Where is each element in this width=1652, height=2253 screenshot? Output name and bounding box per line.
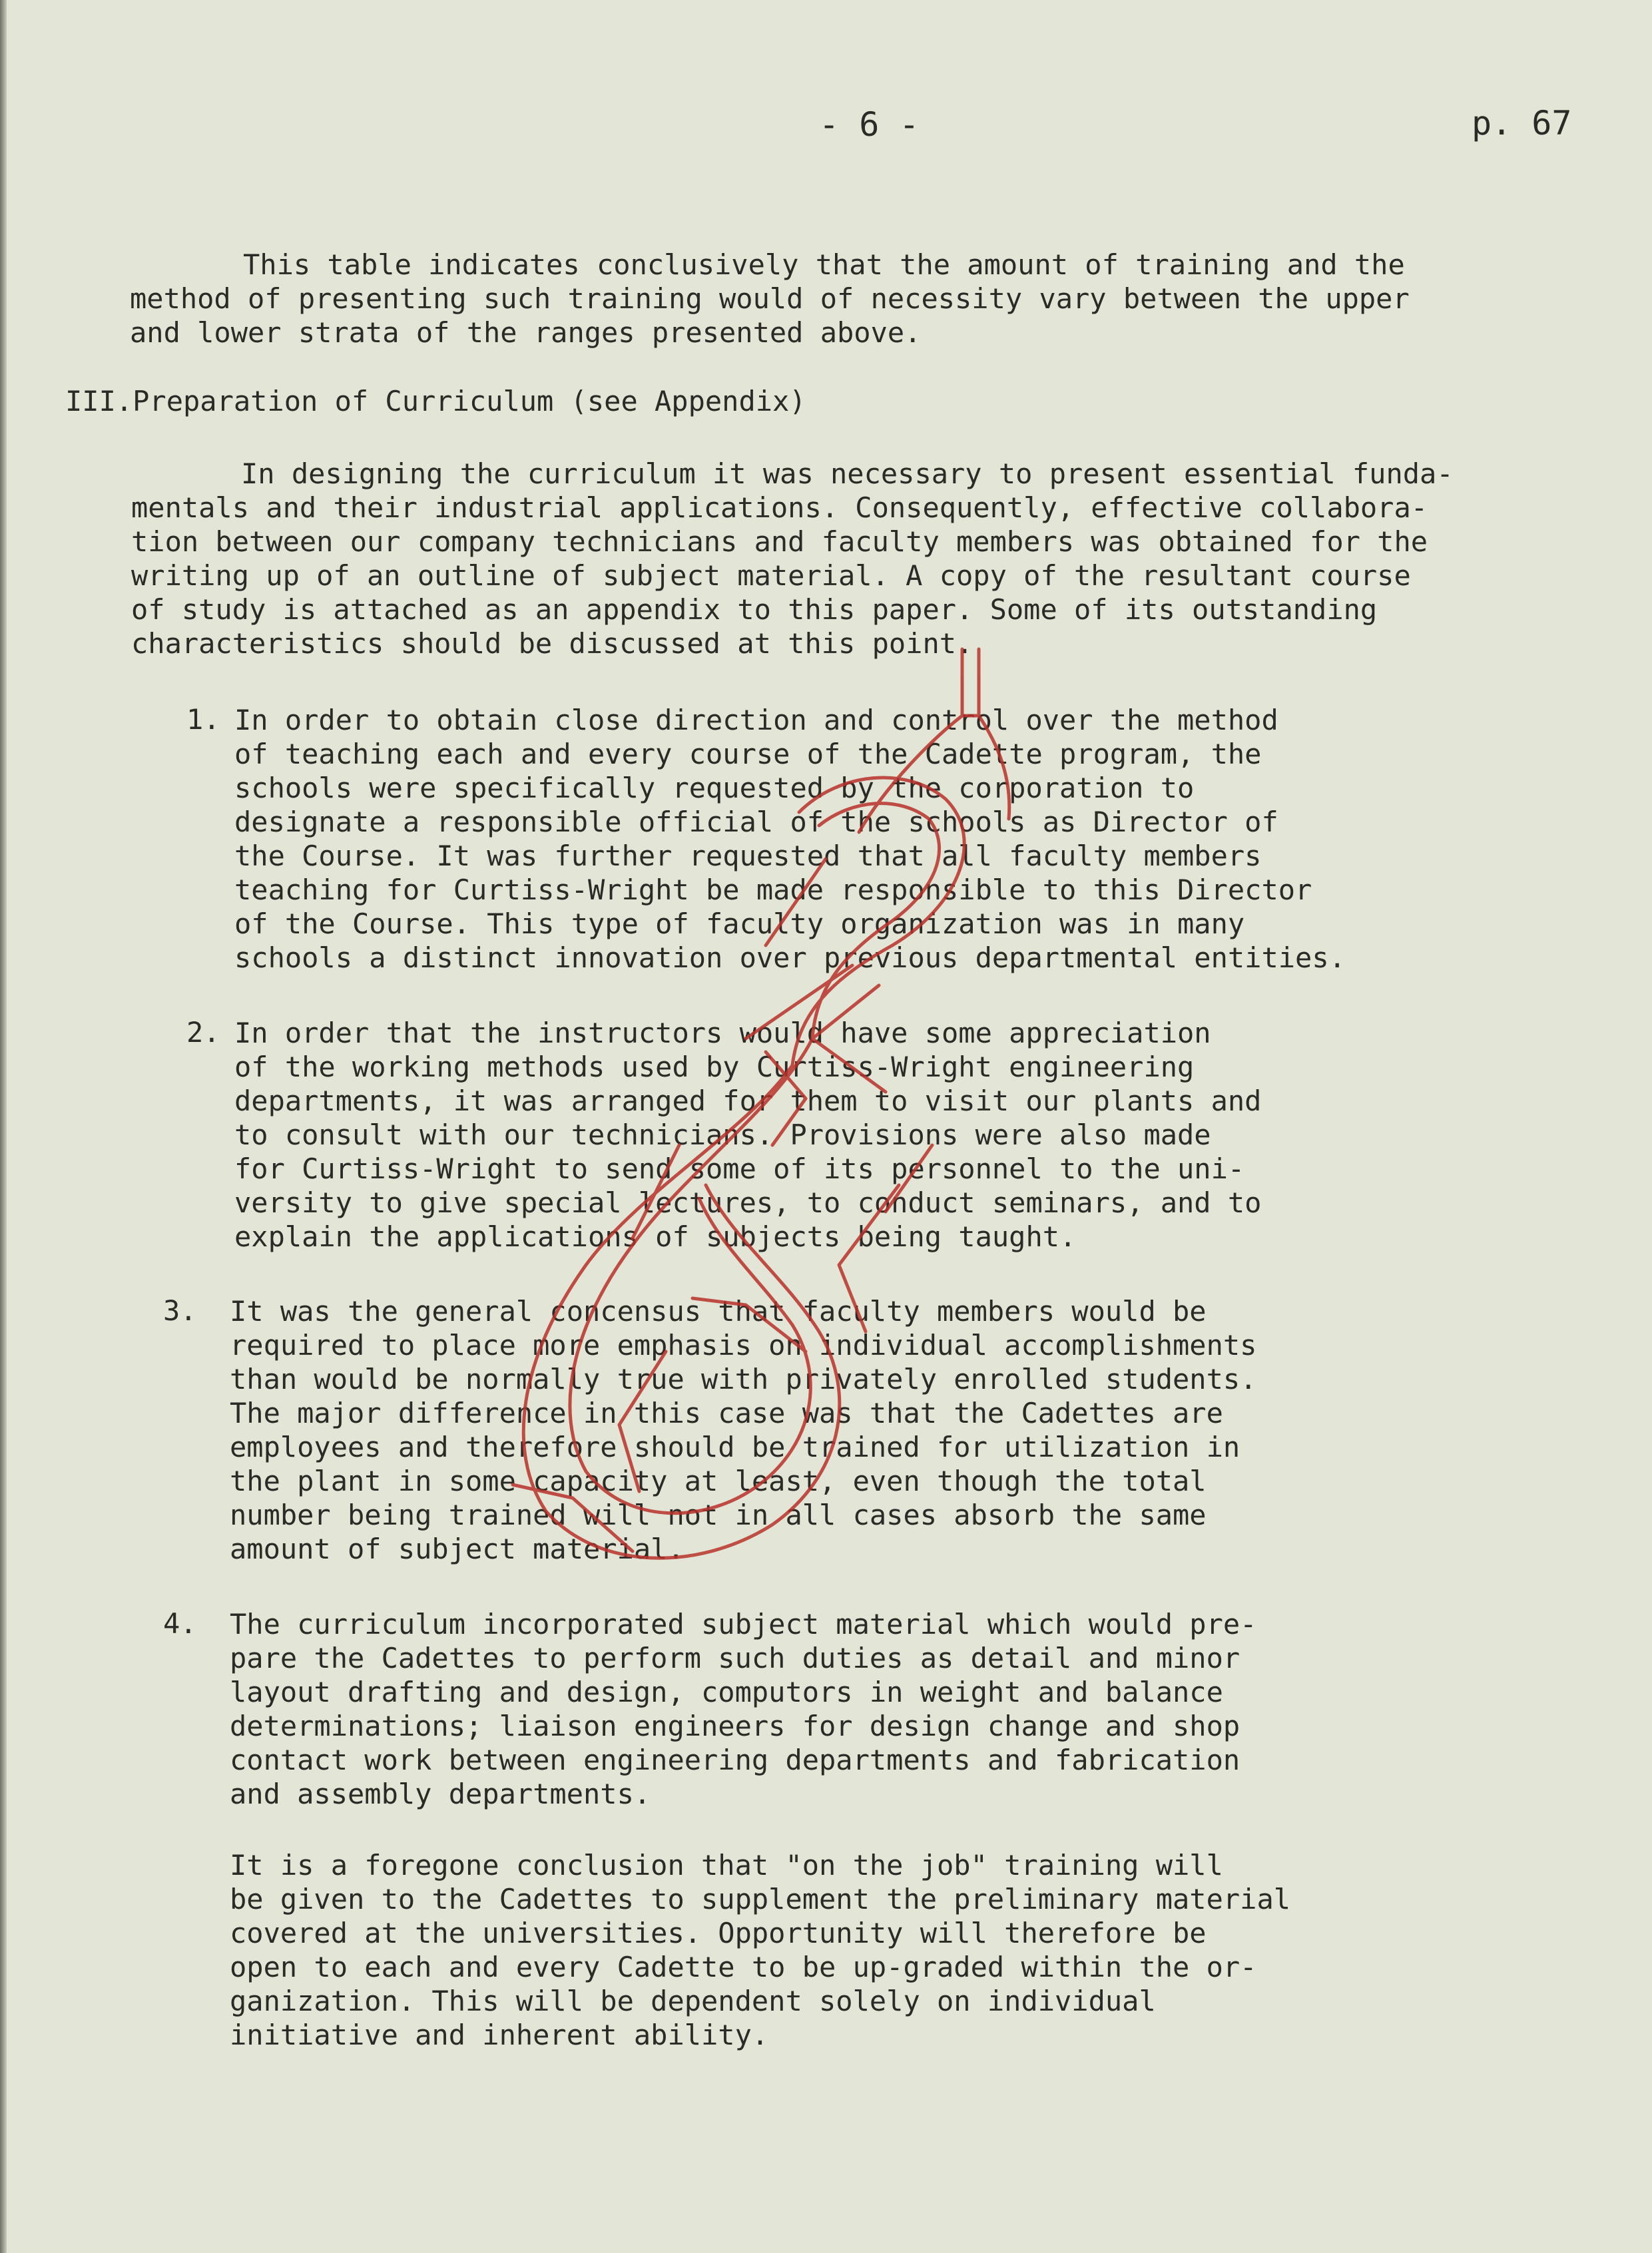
text-line: of teaching each and every course of the Cadette program, the — [234, 738, 1262, 770]
text-line: method of presenting such training would of necessity vary between the upper — [130, 282, 1410, 315]
text-line: of the Course. This type of faculty organization was in many — [234, 907, 1245, 940]
text-line: covered at the universities. Opportunity will therefore be — [230, 1917, 1207, 1949]
text-line: initiative and inherent ability. — [230, 2019, 769, 2051]
text-line: This table indicates conclusively that the amount of training and the — [243, 248, 1405, 281]
section-heading: III.Preparation of Curriculum (see Appendix) — [65, 385, 806, 417]
text-line: the Course. It was further requested that all faculty members — [234, 840, 1262, 872]
text-line: schools a distinct innovation over previous departmental entities. — [234, 941, 1346, 974]
text-line: The curriculum incorporated subject material which would pre- — [230, 1608, 1257, 1640]
text-line: The major difference in this case was that the Cadettes are — [230, 1397, 1223, 1429]
text-line: ganization. This will be dependent solely on individual — [230, 1985, 1156, 2017]
text-line: writing up of an outline of subject material. A copy of the resultant course — [131, 559, 1411, 592]
text-line: In order that the instructors would have some appreciation — [234, 1017, 1211, 1049]
text-line: pare the Cadettes to perform such duties as detail and minor — [230, 1642, 1240, 1674]
text-line: designate a responsible official of the schools as Director of — [234, 806, 1278, 838]
text-line: the plant in some capacity at least, even though the total — [230, 1465, 1207, 1497]
text-line: for Curtiss-Wright to send some of its personnel to the uni- — [234, 1152, 1245, 1185]
text-line: contact work between engineering departments and fabrication — [230, 1744, 1240, 1776]
item-number: 3. — [163, 1294, 197, 1327]
text-line: It was the general concensus that faculty members would be — [230, 1295, 1207, 1328]
text-line: determinations; liaison engineers for design change and shop — [230, 1710, 1240, 1742]
text-line: required to place more emphasis on individual accomplishments — [230, 1329, 1257, 1362]
text-line: number being trained will not in all cases absorb the same — [230, 1499, 1207, 1531]
text-line: tion between our company technicians and faculty members was obtained for the — [131, 525, 1428, 558]
text-line: and lower strata of the ranges presented above. — [130, 316, 922, 349]
text-line: In designing the curriculum it was necessary to present essential funda- — [241, 457, 1454, 490]
text-line: employees and therefore should be trained for utilization in — [230, 1431, 1240, 1463]
item-number: 1. — [186, 703, 220, 736]
text-line: teaching for Curtiss-Wright be made responsible to this Director — [234, 874, 1312, 906]
text-line: versity to give special lectures, to conduct seminars, and to — [234, 1186, 1262, 1219]
text-line: open to each and every Cadette to be up-graded within the or- — [230, 1951, 1257, 1983]
text-line: to consult with our technicians. Provisions were also made — [234, 1119, 1211, 1151]
page-reference: p. 67 — [1472, 104, 1572, 142]
text-line: explain the applications of subjects being taught. — [234, 1220, 1077, 1253]
text-line: schools were specifically requested by the corporation to — [234, 772, 1195, 804]
text-line: mentals and their industrial applications. Consequently, effective collabora- — [131, 491, 1428, 524]
text-line: amount of subject material. — [230, 1533, 685, 1565]
text-line: and assembly departments. — [230, 1778, 651, 1810]
text-line: departments, it was arranged for them to visit our plants and — [234, 1085, 1262, 1117]
text-line: In order to obtain close direction and control over the method — [234, 704, 1278, 736]
text-line: layout drafting and design, computors in weight and balance — [230, 1676, 1223, 1708]
text-line: characteristics should be discussed at this point. — [131, 627, 973, 660]
page-number: - 6 - — [819, 105, 920, 144]
text-line: than would be normally true with privately enrolled students. — [230, 1363, 1257, 1395]
text-line: of the working methods used by Curtiss-Wright engineering — [234, 1051, 1195, 1083]
item-number: 2. — [186, 1016, 220, 1049]
text-line: be given to the Cadettes to supplement the preliminary material — [230, 1883, 1291, 1915]
text-line: It is a foregone conclusion that "on the job" training will — [230, 1849, 1223, 1881]
item-number: 4. — [163, 1607, 197, 1640]
text-line: of study is attached as an appendix to this paper. Some of its outstanding — [131, 593, 1378, 626]
